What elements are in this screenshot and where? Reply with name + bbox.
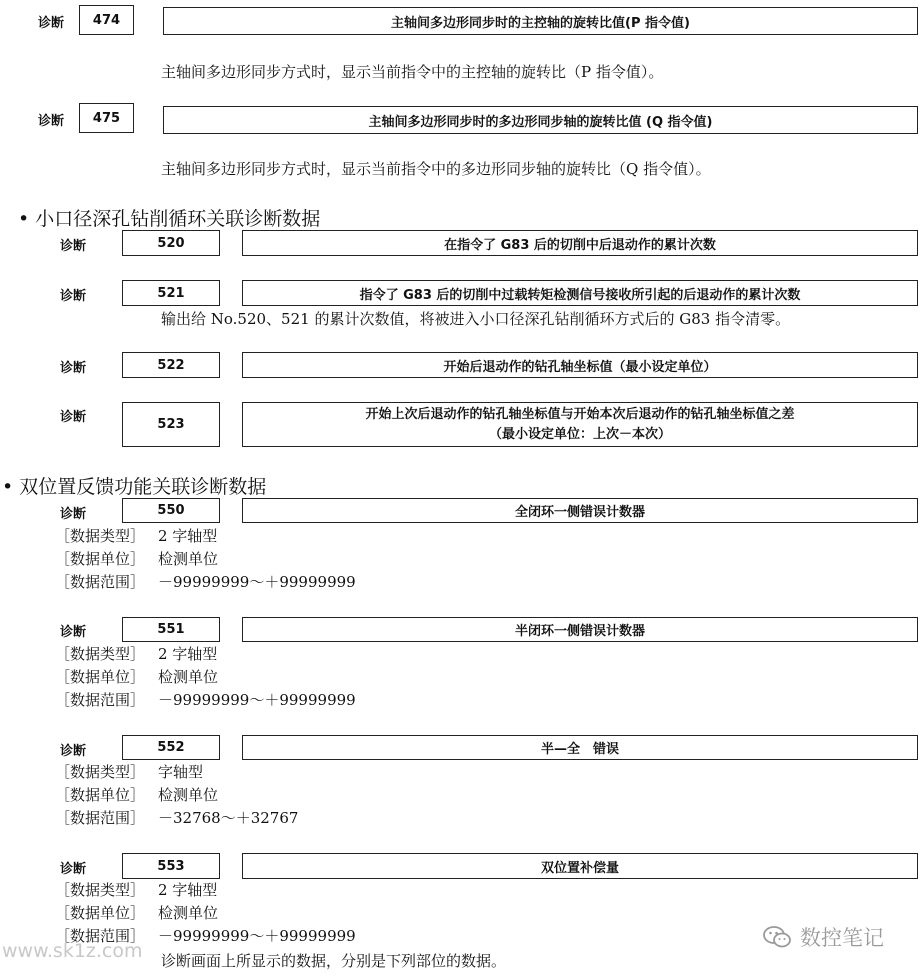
diag-desc-474: 主轴间多边形同步方式时，显示当前指令中的主控轴的旋转比（P 指令值）。 [161, 63, 664, 81]
range-value: －32768～＋32767 [158, 809, 299, 827]
section2-footer: 诊断画面上所显示的数据，分别是下列部位的数据。 [161, 952, 507, 970]
diag-number-520: 520 [122, 230, 220, 256]
diag-title-475: 主轴间多边形同步时的多边形同步轴的旋转比值 (Q 指令值) [163, 106, 918, 134]
site-watermark: www.sk1z.com [2, 940, 143, 962]
diag-label-550: 诊断 [60, 507, 87, 522]
range-key: ［数据范围］ [55, 573, 146, 591]
diag-label-475: 诊断 [38, 114, 65, 129]
diag-label-553: 诊断 [60, 862, 87, 877]
diag-title-553: 双位置补偿量 [242, 853, 918, 879]
diag-attrs-551 [55, 643, 356, 712]
unit-key: ［数据单位］ [55, 786, 146, 804]
type-key: ［数据类型］ [55, 645, 146, 663]
diag-label-523: 诊断 [60, 410, 87, 425]
type-value: 2 字轴型 [158, 881, 218, 899]
unit-key: ［数据单位］ [55, 904, 146, 922]
diag-label-551: 诊断 [60, 625, 87, 640]
diag-number-522: 522 [122, 352, 220, 378]
diag-title-521: 指令了 G83 后的切削中过载转矩检测信号接收所引起的后退动作的累计次数 [242, 280, 918, 306]
unit-value: 检测单位 [158, 904, 219, 922]
diag-label-520: 诊断 [60, 239, 87, 254]
diag-title-520: 在指令了 G83 后的切削中后退动作的累计次数 [242, 230, 918, 256]
diag-label-474: 诊断 [38, 16, 65, 31]
range-key: ［数据范围］ [55, 691, 146, 709]
diag-label-522: 诊断 [60, 361, 87, 376]
range-key: ［数据范围］ [55, 927, 146, 945]
diag-number-521: 521 [122, 280, 220, 306]
type-value: 字轴型 [158, 763, 204, 781]
unit-value: 检测单位 [158, 786, 219, 804]
diag-title-550: 全闭环一侧错误计数器 [242, 498, 918, 523]
diag-number-552: 552 [122, 735, 220, 760]
diag-title-523-line2: （最小设定单位：上次－本次） [488, 426, 671, 442]
diag-attrs-553 [55, 879, 356, 948]
unit-value: 检测单位 [158, 550, 219, 568]
type-value: 2 字轴型 [158, 527, 218, 545]
unit-key: ［数据单位］ [55, 550, 146, 568]
range-value: －99999999～＋99999999 [158, 573, 356, 591]
range-value: －99999999～＋99999999 [158, 927, 356, 945]
type-key: ［数据类型］ [55, 527, 146, 545]
brand-watermark [762, 922, 884, 952]
diag-attrs-552 [55, 761, 298, 830]
diag-desc-475: 主轴间多边形同步方式时，显示当前指令中的多边形同步轴的旋转比（Q 指令值）。 [161, 160, 711, 178]
type-value: 2 字轴型 [158, 645, 218, 663]
diag-number-475: 475 [79, 103, 134, 133]
diag-title-474: 主轴间多边形同步时的主控轴的旋转比值(P 指令值) [163, 7, 918, 35]
range-value: －99999999～＋99999999 [158, 691, 356, 709]
diag-label-552: 诊断 [60, 744, 87, 759]
unit-key: ［数据单位］ [55, 668, 146, 686]
diag-number-553: 553 [122, 853, 220, 879]
diag-title-523 [242, 402, 918, 447]
unit-value: 检测单位 [158, 668, 219, 686]
diag-label-521: 诊断 [60, 289, 87, 304]
section1-note: 输出给 No.520、521 的累计次数值，将被进入小口径深孔钻削循环方式后的 G83 指令清零。 [161, 310, 791, 328]
chat-icon [762, 925, 792, 949]
type-key: ［数据类型］ [55, 881, 146, 899]
diag-number-474: 474 [79, 5, 134, 35]
section-heading-deep-hole: • 小口径深孔钻削循环关联诊断数据 [18, 208, 321, 230]
diag-number-523: 523 [122, 402, 220, 447]
diag-title-552: 半—全 错误 [242, 735, 918, 760]
diag-title-523-line1: 开始上次后退动作的钻孔轴坐标值与开始本次后退动作的钻孔轴坐标值之差 [365, 406, 795, 422]
diag-number-551: 551 [122, 617, 220, 642]
range-key: ［数据范围］ [55, 809, 146, 827]
diag-attrs-550 [55, 525, 356, 594]
section-heading-dual-position: • 双位置反馈功能关联诊断数据 [2, 476, 267, 498]
brand-text: 数控笔记 [800, 926, 884, 950]
diag-title-551: 半闭环一侧错误计数器 [242, 617, 918, 642]
type-key: ［数据类型］ [55, 763, 146, 781]
diag-title-522: 开始后退动作的钻孔轴坐标值（最小设定单位） [242, 352, 918, 378]
diag-number-550: 550 [122, 498, 220, 523]
